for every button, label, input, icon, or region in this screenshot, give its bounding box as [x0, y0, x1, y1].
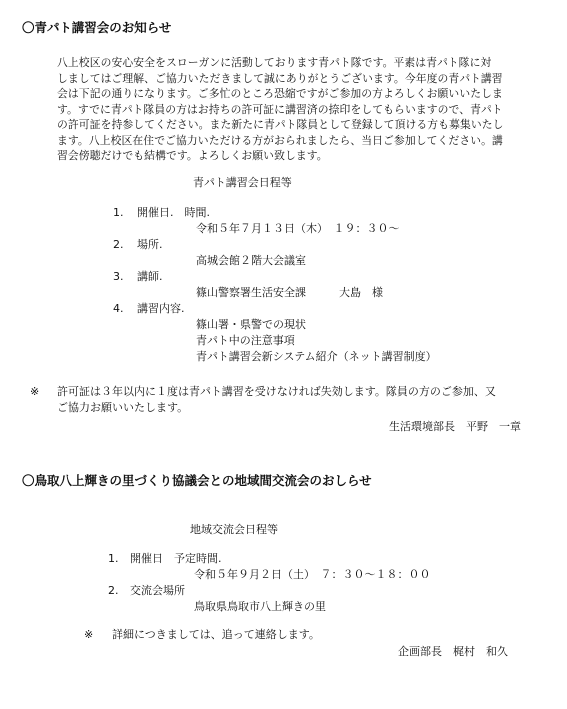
item-number: 1.	[108, 552, 119, 565]
item-detail: 青パト講習会新システム紹介（ネット講習制度）	[196, 350, 437, 363]
note-line: 許可証は３年以内に１度は青パト講習を受けなければ失効します。隊員の方のご参加、又	[57, 385, 496, 398]
item-number: 2.	[108, 584, 119, 597]
paragraph-line: 八上校区の安心安全をスローガンに活動しております青パト隊です。平素は青パト隊に対	[57, 56, 492, 69]
item-label: 場所.	[137, 238, 163, 251]
item-label: 講習内容.	[137, 302, 185, 315]
schedule-title: 青パト講習会日程等	[193, 176, 292, 189]
note-line: 詳細につきましては、追って連絡します。	[112, 628, 320, 641]
item-detail: 高城会館２階大会議室	[196, 254, 306, 267]
item-detail: 篠山警察署生活安全課 大島 様	[196, 286, 383, 299]
item-detail: 篠山署・県警での現状	[196, 318, 306, 331]
item-detail: 鳥取県鳥取市八上輝きの里	[194, 600, 326, 613]
paragraph-line: ます。八上校区在住でご協力いただける方がおられましたら、当日ご参加してください。講	[57, 133, 503, 147]
item-detail: 令和５年７月１３日（木） １９：３０～	[196, 222, 400, 235]
item-number: 3.	[113, 270, 124, 283]
paragraph-line: しましてはご理解、ご協力いただきまして誠にありがとうございます。今年度の青パト講習	[57, 71, 503, 85]
item-label: 交流会場所	[130, 584, 185, 597]
note-mark: ※	[30, 385, 40, 398]
item-detail: 令和５年９月２日（土） ７：３０～１８：００	[194, 568, 431, 581]
paragraph-line: 習会傍聴だけでも結構です。よろしくお願い致します。	[57, 149, 328, 162]
paragraph-line: 会は下記の通りになります。ご多忙のところ恐縮ですがご参加の方よろしくお願いいたしま	[57, 87, 503, 100]
note-line: ご協力お願いいたします。	[57, 401, 189, 414]
paragraph-line: の許可証を持参してください。また新たに青パト隊員として登録して頂ける方も募集いたし	[57, 118, 504, 131]
section1-title: 〇青パト講習会のお知らせ	[22, 20, 172, 35]
signature: 生活環境部長 平野 一章	[389, 420, 521, 433]
item-detail: 青パト中の注意事項	[196, 334, 295, 347]
item-label: 開催日. 時間.	[137, 206, 210, 219]
item-label: 講師.	[137, 270, 163, 283]
section2-title: 〇鳥取八上輝きの里づくり協議会との地域間交流会のおしらせ	[22, 473, 372, 488]
signature: 企画部長 梶村 和久	[398, 645, 508, 658]
item-label: 開催日 予定時間.	[130, 552, 222, 565]
note-mark: ※	[84, 628, 94, 641]
section1-paragraph	[57, 55, 539, 164]
paragraph-line: す。すでに青パト隊員の方はお持ちの許可証に講習済の捺印をしてもらいますので、青パト	[57, 102, 503, 116]
schedule-title: 地域交流会日程等	[190, 523, 278, 536]
item-number: 1.	[113, 206, 124, 219]
item-number: 2.	[113, 238, 124, 251]
item-number: 4.	[113, 302, 124, 315]
